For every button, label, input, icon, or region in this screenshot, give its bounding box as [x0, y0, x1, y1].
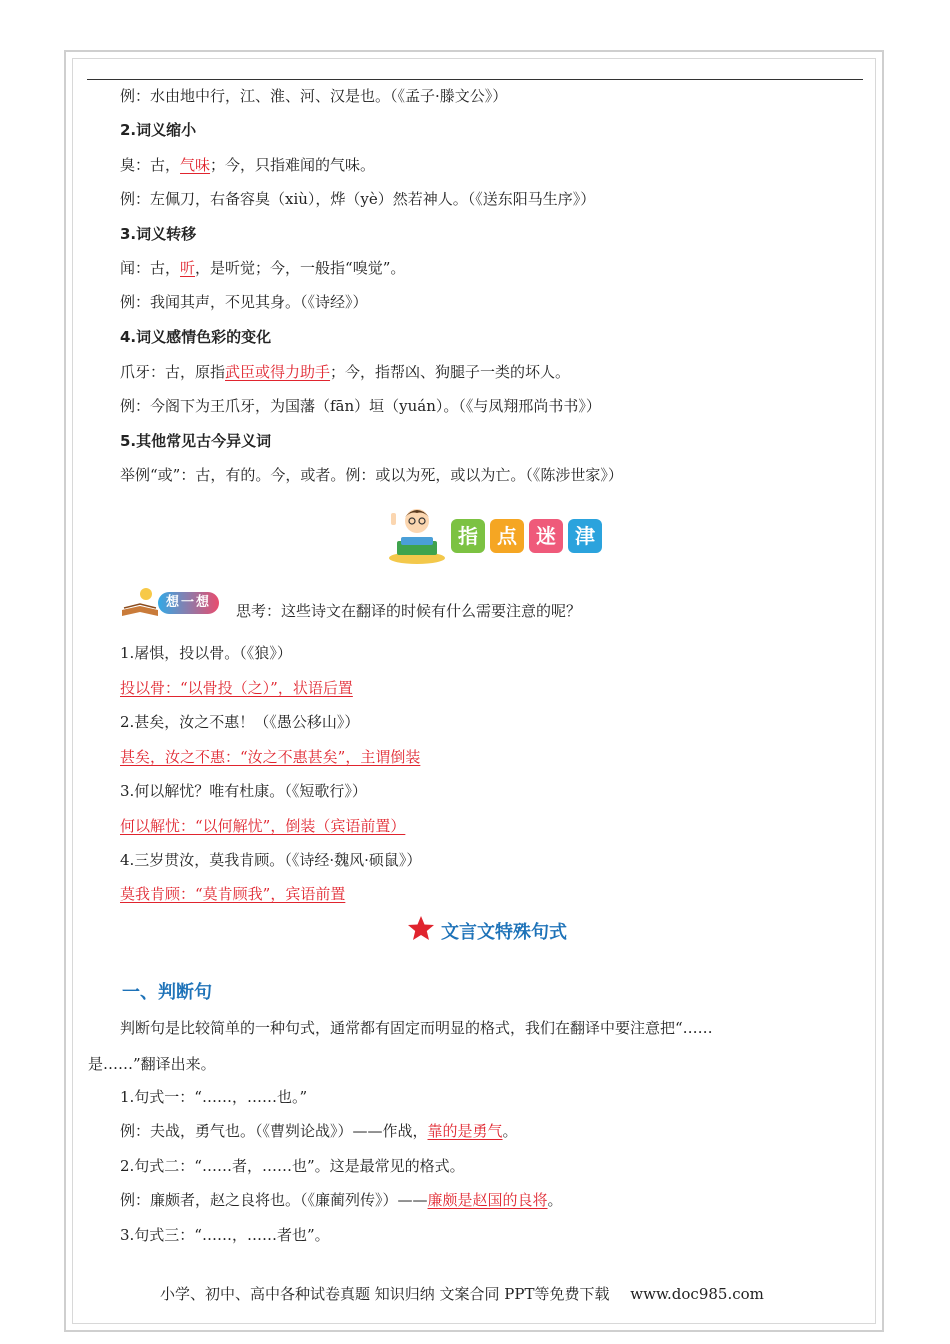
pattern-two: 2.句式二：“……者，……也”。这是最常见的格式。	[120, 1157, 465, 1175]
definition-line	[120, 258, 405, 278]
exercise-answer: 甚矣，汝之不惠：“汝之不惠甚矣”，主谓倒装	[120, 748, 421, 766]
text: ；今，指帮凶、狗腿子一类的坏人。	[330, 363, 571, 381]
example-line: 例：我闻其声，不见其身。（《诗经》）	[120, 293, 368, 311]
tips-banner	[387, 505, 607, 565]
highlight: 气味	[180, 156, 211, 174]
highlight: 武臣或得力助手	[225, 363, 331, 381]
think-badge: 想一想	[158, 592, 219, 614]
student-reading-icon	[387, 505, 449, 565]
example-line: 例：今阁下为王爪牙，为国藩（fān）垣（yuán）。（《与凤翔邢尚书书》）	[120, 397, 601, 415]
pattern-two-example	[120, 1190, 563, 1210]
exercise-question: 1.屠惧，投以骨。（《狼》）	[120, 644, 292, 662]
tile-zhi: 指	[451, 519, 485, 553]
pattern-three: 3.句式三：“……，……者也”。	[120, 1226, 330, 1244]
footer-url[interactable]: www.doc985.com	[630, 1285, 764, 1303]
section-title-text: 文言文特殊句式	[441, 922, 567, 943]
exercise-question: 3.何以解忧？唯有杜康。（《短歌行》）	[120, 782, 367, 800]
heading-shift: 3.词义转移	[120, 225, 197, 243]
text: 例：廉颇者，赵之良将也。（《廉蔺列传》）——	[120, 1191, 428, 1209]
exercise-question: 4.三岁贯汝，莫我肯顾。（《诗经·魏风·硕鼠》）	[120, 851, 422, 869]
tile-mi: 迷	[529, 519, 563, 553]
think-prompt: 思考：这些诗文在翻译的时候有什么需要注意的呢？	[236, 602, 582, 620]
book-lightbulb-icon	[120, 586, 160, 620]
pattern-one: 1.句式一：“……，……也。”	[120, 1088, 308, 1106]
text: 。	[502, 1122, 518, 1140]
highlight: 廉颇是赵国的良将	[427, 1191, 548, 1209]
tile-dian: 点	[490, 519, 524, 553]
intro-line1: 判断句是比较简单的一种句式，通常都有固定而明显的格式，我们在翻译中要注意把“……	[120, 1019, 713, 1037]
text: ；今，只指难闻的气味。	[210, 156, 376, 174]
definition-line	[120, 155, 375, 175]
exercise-answer: 投以骨：“以骨投（之）”，状语后置	[120, 679, 353, 697]
exercise-answer: 何以解忧：“以何解忧”，倒装（宾语前置）	[120, 817, 406, 835]
exercise-question: 2.甚矣，汝之不惠！（《愚公移山》）	[120, 713, 360, 731]
highlight: 靠的是勇气	[427, 1122, 503, 1140]
pattern-one-example	[120, 1121, 518, 1141]
footer	[160, 1283, 800, 1304]
example-line: 例：水由地中行，江、淮、河、汉是也。（《孟子·滕文公》）	[120, 87, 508, 105]
highlight: 听	[180, 259, 196, 277]
text: 闻：古，	[120, 259, 181, 277]
text: ，是听觉；今，一般指“嗅觉”。	[195, 259, 406, 277]
text: 臭：古，	[120, 156, 181, 174]
footer-text: 小学、初中、高中各种试卷真题 知识归纳 文案合同 PPT等免费下载	[160, 1285, 610, 1303]
text: 爪牙：古，原指	[120, 363, 226, 381]
text: 例：夫战，勇气也。（《曹刿论战》）——作战，	[120, 1122, 428, 1140]
think-badge-group	[120, 586, 235, 620]
tile-jin: 津	[568, 519, 602, 553]
exercise-answer: 莫我肯顾：“莫肯顾我”，宾语前置	[120, 885, 346, 903]
header-rule	[87, 79, 863, 80]
heading-narrowing: 2.词义缩小	[120, 121, 197, 139]
example-line: 例：左佩刀，右备容臭（xiù），烨（yè）然若神人。（《送东阳马生序》）	[120, 190, 596, 208]
intro-line2: 是……”翻译出来。	[88, 1055, 216, 1073]
example-line: 举例“或”：古，有的。今，或者。例：或以为死，或以为亡。（《陈涉世家》）	[120, 466, 623, 484]
heading-emotion: 4.词义感情色彩的变化	[120, 328, 272, 346]
definition-line	[120, 362, 570, 382]
text: 。	[547, 1191, 563, 1209]
heading-other: 5.其他常见古今异义词	[120, 432, 272, 450]
star-icon	[407, 915, 435, 941]
heading-judgment-sentence: 一、判断句	[122, 982, 212, 1003]
